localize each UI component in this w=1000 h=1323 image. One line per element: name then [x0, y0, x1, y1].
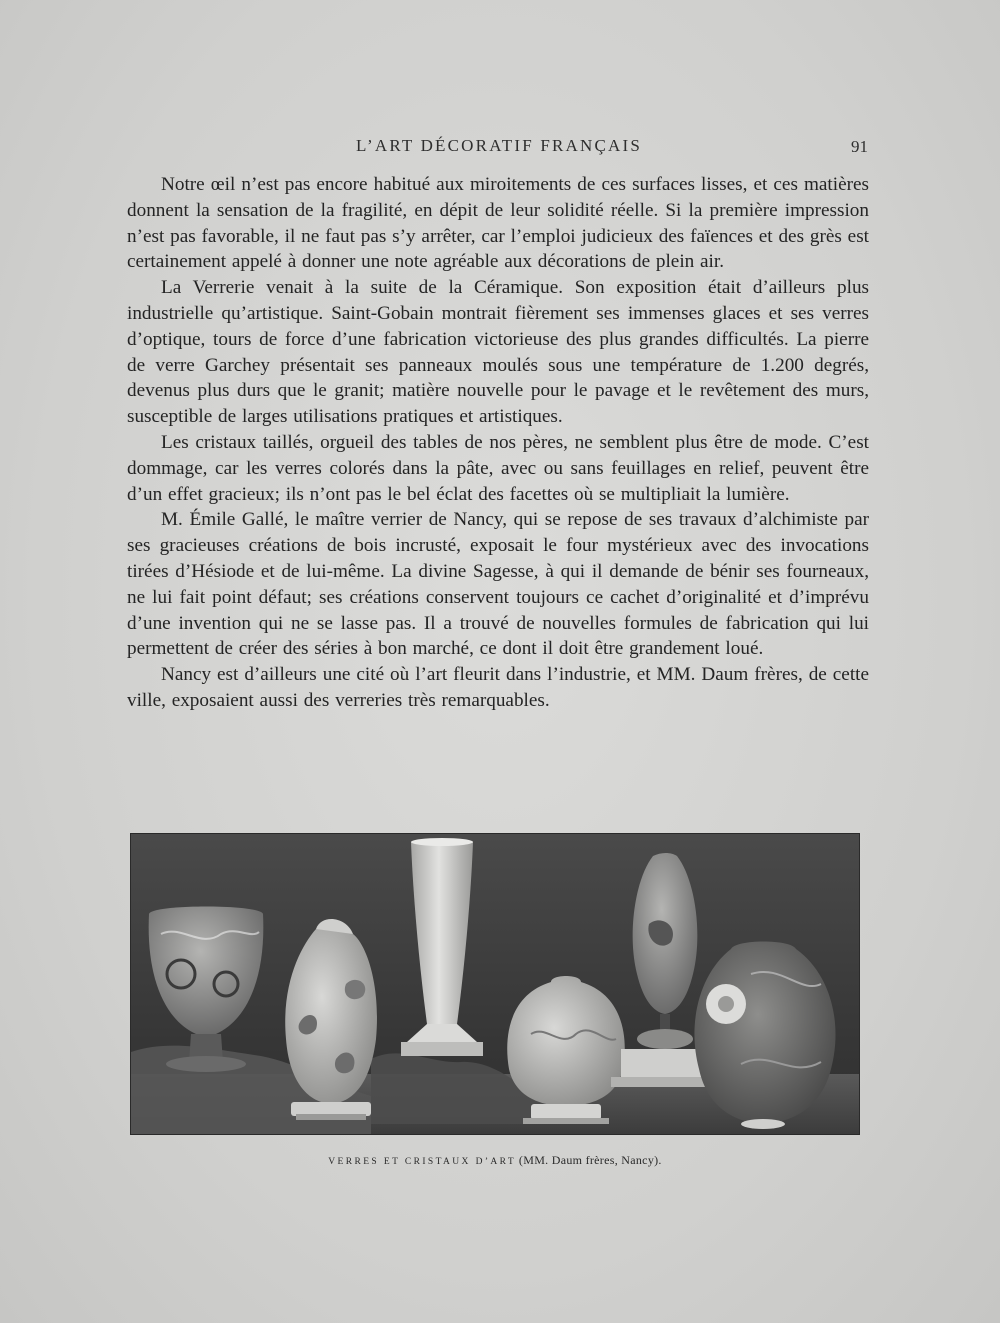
baluster-vase [694, 942, 835, 1130]
vases-photograph [131, 834, 859, 1134]
paragraph: Notre œil n’est pas encore habitué aux miroitements de ces surfaces lisses, et ces matières donnent la sensation de la fragilité, en dépit de leur solidité réelle. Si la première impression n’est pas favorable, il ne faut pas s’y arrêter, car l’emploi judicieux des faïences et des grès est certainement appelé à donner une note agréable aux décorations de plein air. [127, 174, 869, 273]
page-number: 91 [851, 137, 868, 156]
paragraph: M. Émile Gallé, le maître verrier de Nancy, qui se repose de ses travaux d’alchimiste par ses gracieuses créations de bois incrusté, exposait le four mystérieux avec des invocations tirées d’Hésiode et de lui-même. La divine Sagesse, à qui il demande de bénir ses fourneaux, ne lui fait point défaut; ses créations conservent toujours ce cachet d’originalité et d’imprévu d’une invention qui ne se lasse pas. Il a trouvé de nouvelles formules de fabrication qui lui permettent de créer des séries à bon marché, ce dont il doit être grandement loué. [127, 509, 869, 660]
caption-credit: (MM. Daum frères, Nancy). [518, 1153, 662, 1167]
caption-title: VERRES ET CRISTAUX D’ART [328, 1157, 517, 1167]
figure-caption [131, 1153, 859, 1168]
page-header [130, 136, 868, 162]
paragraph: Nancy est d’ailleurs une cité où l’art fleurit dans l’industrie, et MM. Daum frères, de cette ville, exposaient aussi des verreries très remarquables. [127, 664, 869, 711]
paragraph: La Verrerie venait à la suite de la Céramique. Son exposition était d’ailleurs plus industrielle qu’artistique. Saint-Gobain montrait fièrement ses immenses glaces et ses verres d’optique, tours de force d’une fabrication victorieuse des plus grandes difficultés. La pierre de verre Garchey présentait ses panneaux moulés sous une température de 1.200 degrés, devenus plus durs que le granit; matière nouvelle pour le pavage et le revêtement des murs, susceptible de larges utilisations pratiques et artistiques. [127, 277, 869, 428]
running-title: L’ART DÉCORATIF FRANÇAIS [355, 136, 643, 155]
paragraph: Les cristaux taillés, orgueil des tables de nos pères, ne semblent plus être de mode. C’est dommage, car les verres colorés dans la pâte, avec ou sans feuillages en relief, peuvent être d’un effet gracieux; ils n’ont pas le bel éclat des facettes où se multipliait la lumière. [127, 431, 869, 505]
body-text [127, 172, 869, 714]
